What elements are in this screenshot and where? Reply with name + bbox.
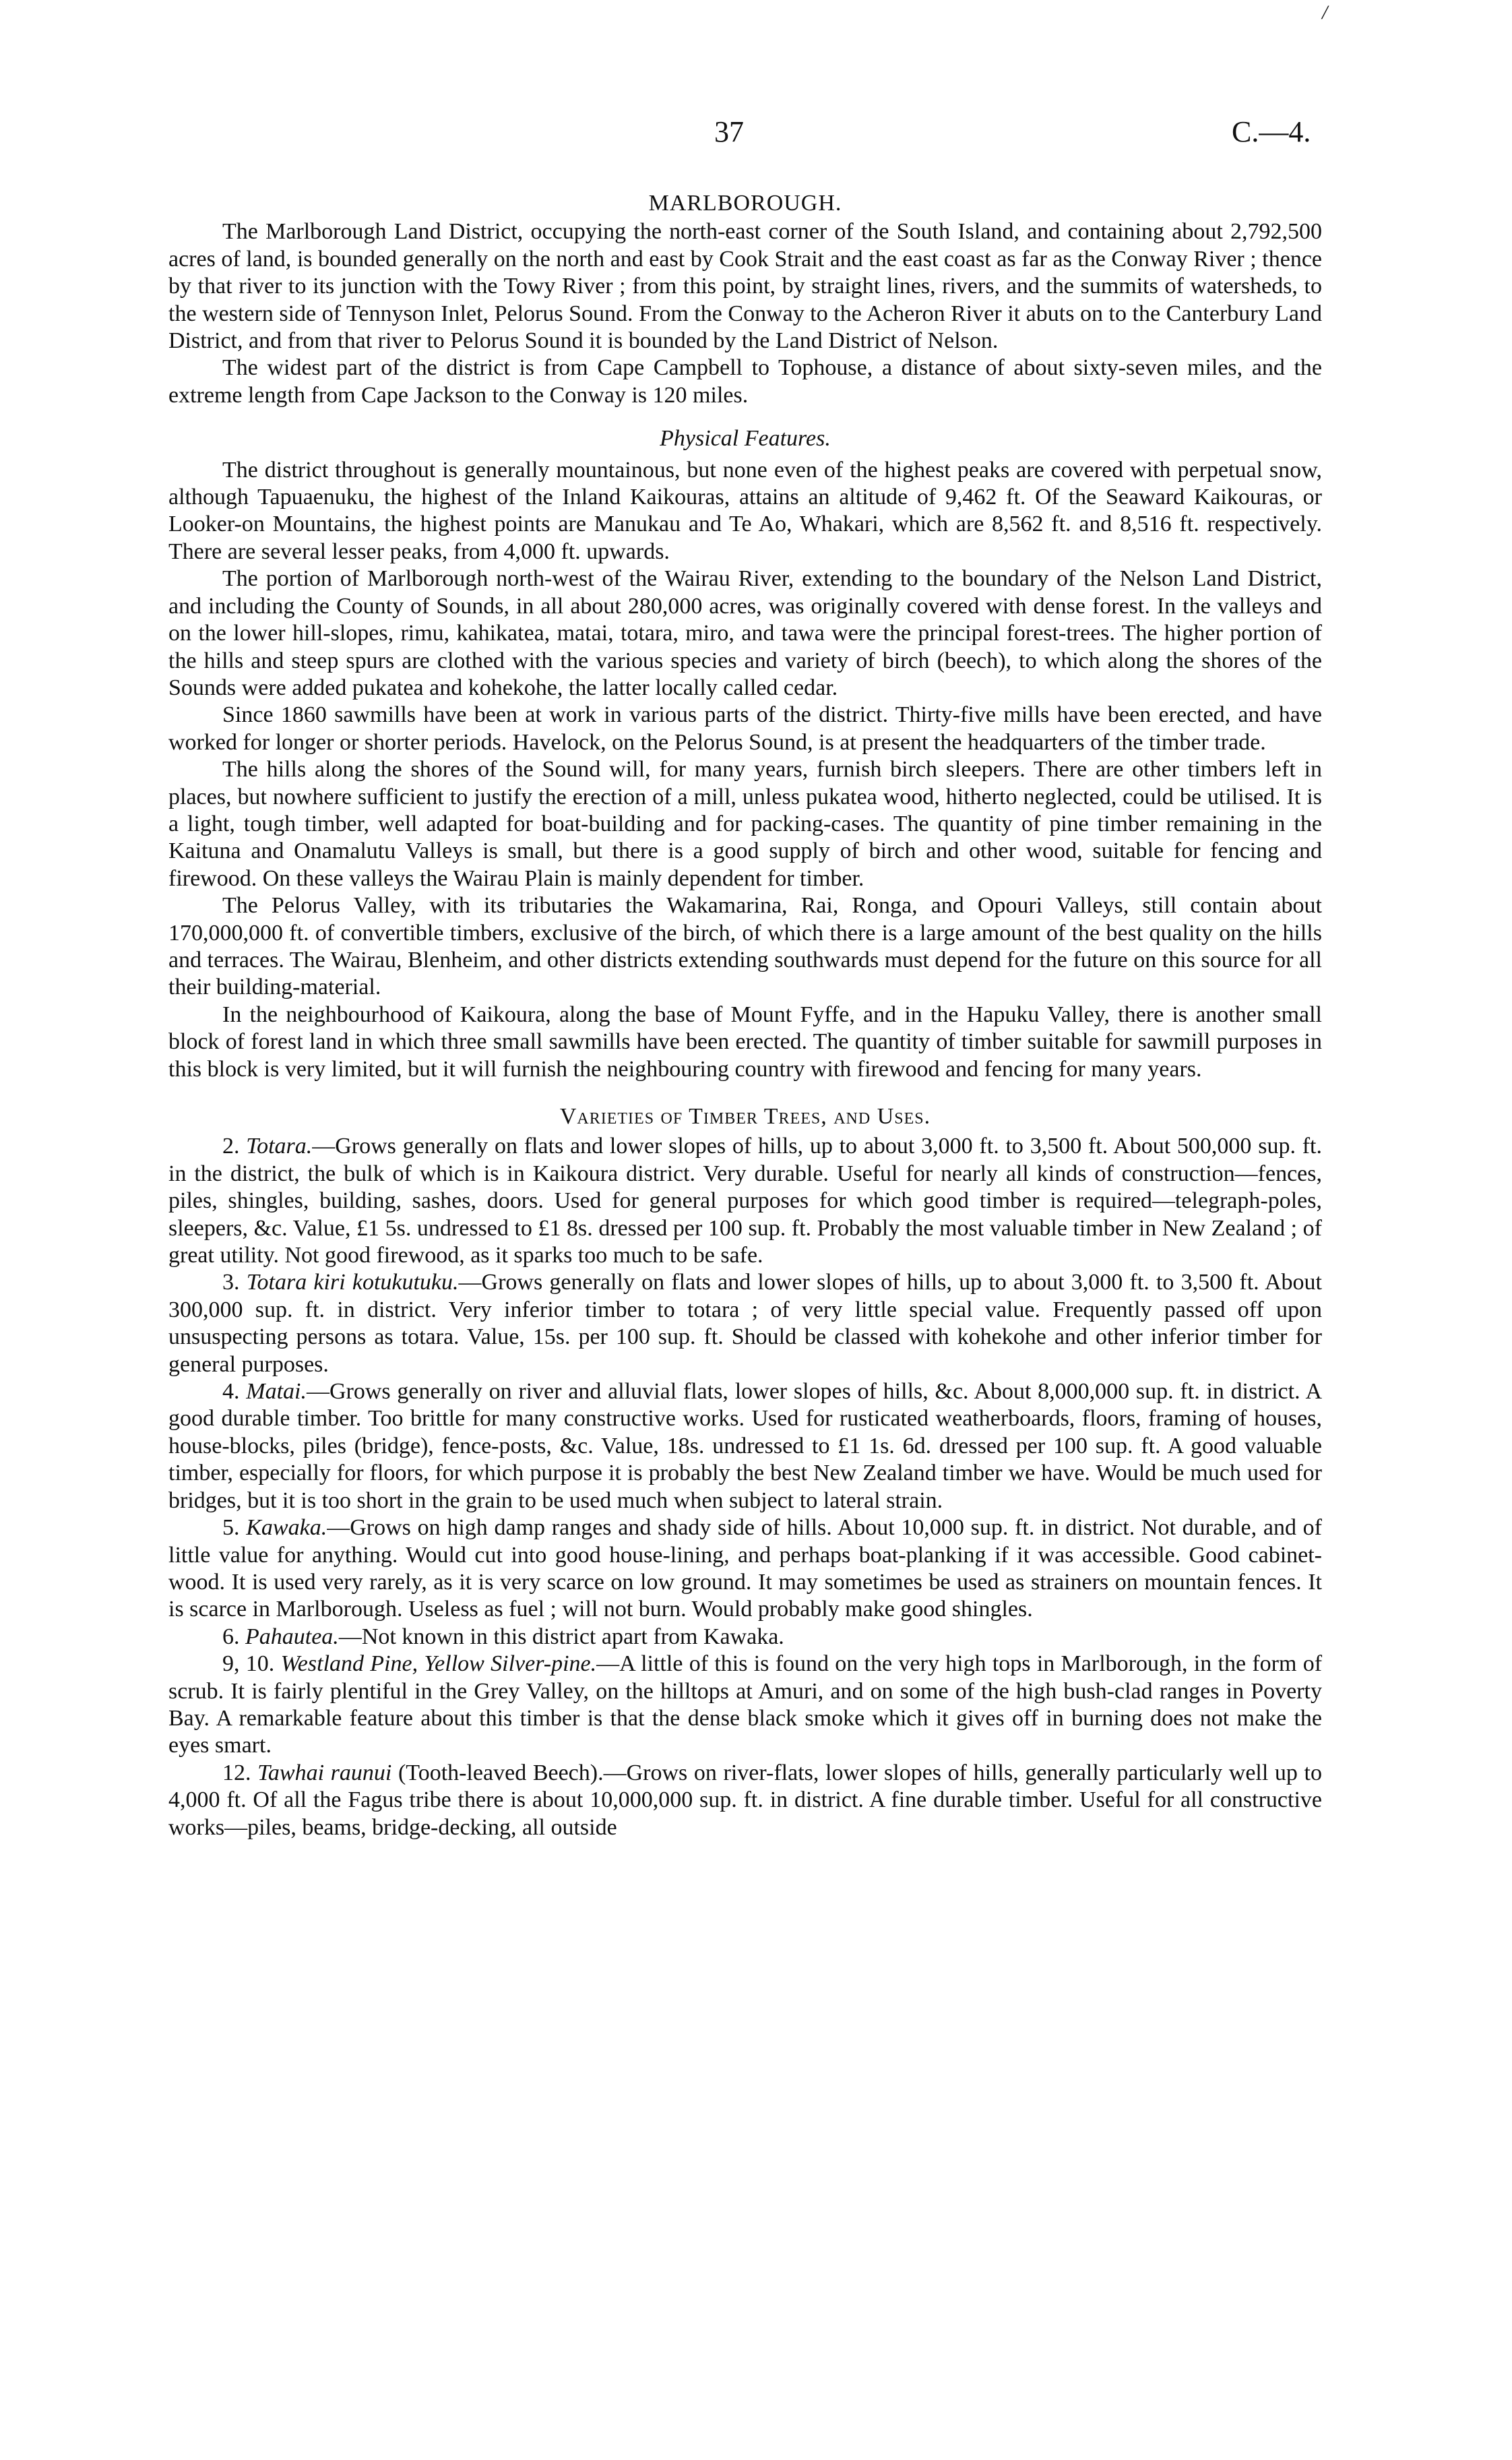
timber-name: Kawaka. (246, 1515, 327, 1541)
timber-entry (168, 1624, 1322, 1651)
entry-number: 5. (222, 1515, 240, 1541)
timber-entry (168, 1378, 1322, 1514)
paragraph: The Marlborough Land District, occupying the north-east corner of the South Island, and containing about 2,792,500 acres of land, is bounded generally on the north and east by Cook Strait and the east coast as far as the Conway River ; thence by that river to its junction with the Towy River ; from this point, by straight lines, rivers, and the summits of watersheds, to the western side of Tennyson Inlet, Pelorus Sound. From the Conway to the Acheron River it abuts on to the Canterbury Land District, and from that river to Pelorus Sound it is bounded by the Land District of Nelson. (168, 219, 1322, 354)
timber-name: Totara kiri kotukutuku. (246, 1270, 459, 1295)
entry-number: 2. (222, 1134, 240, 1159)
timber-name: Tawhai raunui (257, 1760, 392, 1785)
physical-features-heading: Physical Features. (660, 426, 831, 452)
paragraph: The Pelorus Valley, with its tributaries the Wakamarina, Rai, Ronga, and Opouri Valleys, still contain about 170,000,000 ft. of convertible timbers, exclusive of the birch, of which there is a large amount of the best quality on the hills and terraces. The Wairau, Blenheim, and other districts extending southwards must depend for the future on this source for all their building-material. (168, 893, 1322, 1000)
entry-number: 12. (222, 1760, 251, 1785)
timber-name: Matai. (246, 1379, 307, 1405)
timber-entry (168, 1651, 1322, 1760)
paragraph: The widest part of the district is from Cape Campbell to Tophouse, a distance of about sixty-seven miles, and the extreme length from Cape Jackson to the Conway is 120 miles. (168, 355, 1322, 408)
varieties-heading: Varieties of Timber Trees, and Uses. (559, 1104, 931, 1129)
entry-text: —A little of this is found on the very high tops in Marlborough, in the form of scrub. It is fairly plentiful in the Grey Valley, on the hilltops at Amuri, and on some of the high bush-clad ranges in Poverty Bay. A remarkable feature about this timber is that the dense black smoke which it gives off in burning does not make the eyes smart. (168, 1651, 1323, 1758)
timber-name: Westland Pine, Yellow Silver-pine. (280, 1651, 597, 1677)
timber-entry (168, 1269, 1322, 1378)
section-title: MARLBOROUGH. (648, 191, 842, 216)
timber-entry (168, 1133, 1322, 1269)
paragraph: Since 1860 sawmills have been at work in various parts of the district. Thirty-five mills have been erected, and have worked for longer or shorter periods. Havelock, on the Pelorus Sound, is at present the headquarters of the timber trade. (168, 702, 1322, 755)
timber-entry (168, 1514, 1322, 1624)
entry-number: 9, 10. (222, 1651, 275, 1677)
entry-text: —Not known in this district apart from Kawaka. (338, 1624, 784, 1649)
paragraph: In the neighbourhood of Kaikoura, along the base of Mount Fyffe, and in the Hapuku Valley, there is another small block of forest land in which three small sawmills have been erected. The quantity of timber suitable for sawmill purposes in this block is very limited, but it will furnish the neighbouring country with firewood and fencing for many years. (168, 1002, 1322, 1082)
entry-text: —Grows generally on river and alluvial flats, lower slopes of hills, &c. About 8,000,000 sup. ft. in district. A good durable timber. Too brittle for many constructive works. Used for rusticated weatherboards, floors, framing of houses, house-blocks, piles (bridge), fence-posts, &c. Value, 18s. undressed to £1 1s. 6d. dressed per 100 sup. ft. A good valuable timber, especially for floors, for which purpose it is probably the best New Zealand timber we have. Would be much used for bridges, but it is too short in the grain to be used much when subject to lateral strain. (168, 1379, 1323, 1513)
timber-name: Totara. (246, 1134, 313, 1159)
entry-number: 6. (222, 1624, 240, 1649)
paragraph: The portion of Marlborough north-west of the Wairau River, extending to the boundary of the Nelson Land District, and including the County of Sounds, in all about 280,000 acres, was originally covered with dense forest. In the valleys and on the lower hill-slopes, rimu, kahikatea, matai, totara, miro, and tawa were the principal forest-trees. The higher portion of the hills and steep spurs are clothed with the various species and variety of birch (beech), to which along the shores of the Sounds were added pukatea and kohekohe, the latter locally called cedar. (168, 566, 1322, 700)
timber-entry (168, 1760, 1322, 1841)
document-reference: C.—4. (1232, 115, 1311, 148)
paragraph: The hills along the shores of the Sound will, for many years, furnish birch sleepers. There are other timbers left in places, but nowhere sufficient to justify the erection of a mill, unless pukatea wood, hitherto neglected, could be utilised. It is a light, tough timber, well adapted for boat-building and for packing-cases. The quantity of pine timber remaining in the Kaituna and Onamalutu Valleys is small, but there is a good supply of birch and other wood, suitable for fencing and firewood. On these valleys the Wairau Plain is mainly dependent for timber. (168, 757, 1322, 891)
entry-text: —Grows on high damp ranges and shady side of hills. About 10,000 sup. ft. in district. Not durable, and of little value for anything. Would cut into good house-lining, and perhaps boat-planking if it was accessible. Good cabinet-wood. It is used very rarely, as it is very scarce on low ground. It may sometimes be used as strainers on mountain fences. It is scarce in Marlborough. Useless as fuel ; will not burn. Would probably make good shingles. (168, 1515, 1323, 1622)
page-number: 37 (714, 115, 744, 148)
entry-text: —Grows generally on flats and lower slopes of hills, up to about 3,000 ft. to 3,500 ft. About 500,000 sup. ft. in the district, the bulk of which is in Kaikoura district. Very durable. Useful for nearly all kinds of construction—fences, piles, shingles, building, sashes, doors. Used for general purposes for which good timber is required—telegraph-poles, sleepers, &c. Value, £1 5s. undressed to £1 8s. dressed per 100 sup. ft. Probably the most valuable timber in New Zealand ; of great utility. Not good firewood, as it sparks too much to be safe. (168, 1134, 1322, 1268)
entry-number: 3. (222, 1270, 240, 1295)
corner-mark: / (1322, 1, 1328, 24)
timber-name: Pahautea. (245, 1624, 339, 1649)
entry-text: —Grows generally on flats and lower slopes of hills, up to about 3,000 ft. to 3,500 ft. About 300,000 sup. ft. in district. Very inferior timber to totara ; of very little special value. Frequently passed off upon unsuspecting persons as totara. Value, 15s. per 100 sup. ft. Should be classed with kohekohe and other inferior timber for general purposes. (168, 1270, 1322, 1377)
entry-number: 4. (222, 1379, 240, 1405)
entry-text: (Tooth-leaved Beech).—Grows on river-flats, lower slopes of hills, generally particularly well up to 4,000 ft. Of all the Fagus tribe there is about 10,000,000 sup. ft. in district. A fine durable timber. Useful for all constructive works—piles, beams, bridge-decking, all outside (168, 1760, 1323, 1840)
paragraph: The district throughout is generally mountainous, but none even of the highest peaks are covered with perpetual snow, although Tapuaenuku, the highest of the Inland Kaikouras, attains an altitude of 9,462 ft. Of the Seaward Kaikouras, or Looker-on Mountains, the highest points are Manukau and Te Ao, Whakari, which are 8,562 ft. and 8,516 ft. respectively. There are several lesser peaks, from 4,000 ft. upwards. (168, 457, 1322, 564)
document-body (168, 190, 1322, 1841)
